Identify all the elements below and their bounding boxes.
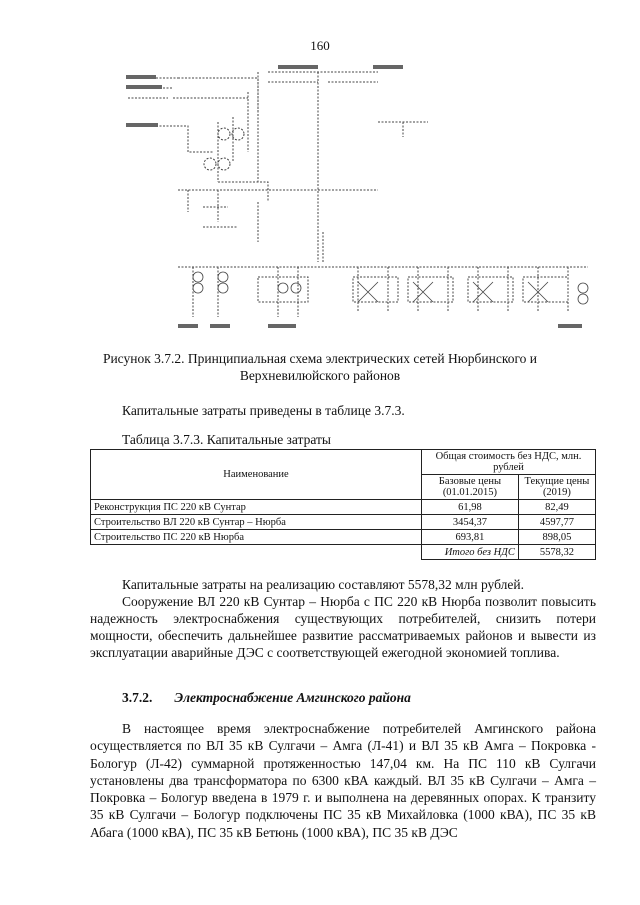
caption-line2: Верхневилюйского районов [239, 368, 401, 383]
row-base: 3454,37 [422, 515, 519, 530]
total-value: 5578,32 [518, 545, 595, 560]
total-label: Итого без НДС [422, 545, 519, 560]
paragraph-benefits: Сооружение ВЛ 220 кВ Сунтар – Нюрба с ПС 220 кВ Нюрба позволит повысить надежность электроснабжения существующих потребителей, снизить потери мощности, обеспечить дальнейшее развитие рассматриваемых районов и вывести из эксплуатации аварийные ДЭС с соответствующей ежегодной экономией топлива. [90, 594, 596, 660]
table-row [91, 500, 596, 515]
row-current: 4597,77 [518, 515, 595, 530]
row-base: 693,81 [422, 530, 519, 545]
section-number: 3.7.2. [122, 690, 153, 705]
table-header-row [91, 450, 596, 475]
header-group: Общая стоимость без НДС, млн. рублей [422, 450, 596, 475]
capital-costs-table [90, 449, 596, 560]
paragraph-amga: В настоящее время электроснабжение потребителей Амгинского района осуществляется по ВЛ 35 кВ Сулгачи – Амга (Л-41) и ВЛ 35 кВ Амга – Покровка - Бологур (Л-42) суммарной протяженностью 147,04 км. На ПС 110 кВ Сулгачи установлены два трансформатора по 6300 кВА каждый. ВЛ 35 кВ Сулгачи – Амга – Покровка – Бологур введена в 1979 г. и выполнена на деревянных опорах. К транзиту 35 кВ Сулгачи – Бологур подключены ПС 35 кВ Михайловка (1000 кВА), ПС 35 кВ Абага (1000 кВА), ПС 35 кВ Бетюнь (1000 кВА), ПС 35 кВ ДЭС [90, 721, 596, 840]
row-current: 898,05 [518, 530, 595, 545]
header-base: Базовые цены (01.01.2015) [422, 475, 519, 500]
row-base: 61,98 [422, 500, 519, 515]
paragraph-total: Капитальные затраты на реализацию составляют 5578,32 млн рублей. [122, 577, 524, 592]
row-name: Строительство ВЛ 220 кВ Сунтар – Нюрба [91, 515, 422, 530]
row-current: 82,49 [518, 500, 595, 515]
electrical-network-diagram [118, 62, 608, 334]
page-number: 160 [310, 38, 330, 53]
row-name: Реконструкция ПС 220 кВ Сунтар [91, 500, 422, 515]
table-row [91, 515, 596, 530]
header-name: Наименование [91, 450, 422, 500]
row-name: Строительство ПС 220 кВ Нюрба [91, 530, 422, 545]
figure-caption [90, 350, 550, 384]
header-current: Текущие цены (2019) [518, 475, 595, 500]
section-title: Электроснабжение Амгинского района [174, 690, 411, 705]
intro-paragraph: Капитальные затраты приведены в таблице 3.7.3. [122, 403, 405, 418]
section-heading [122, 690, 411, 706]
table-total-row [91, 545, 596, 560]
caption-line1: Рисунок 3.7.2. Принципиальная схема электрических сетей Нюрбинского и [102, 351, 538, 366]
table-row [91, 530, 596, 545]
table-title: Таблица 3.7.3. Капитальные затраты [122, 432, 331, 447]
